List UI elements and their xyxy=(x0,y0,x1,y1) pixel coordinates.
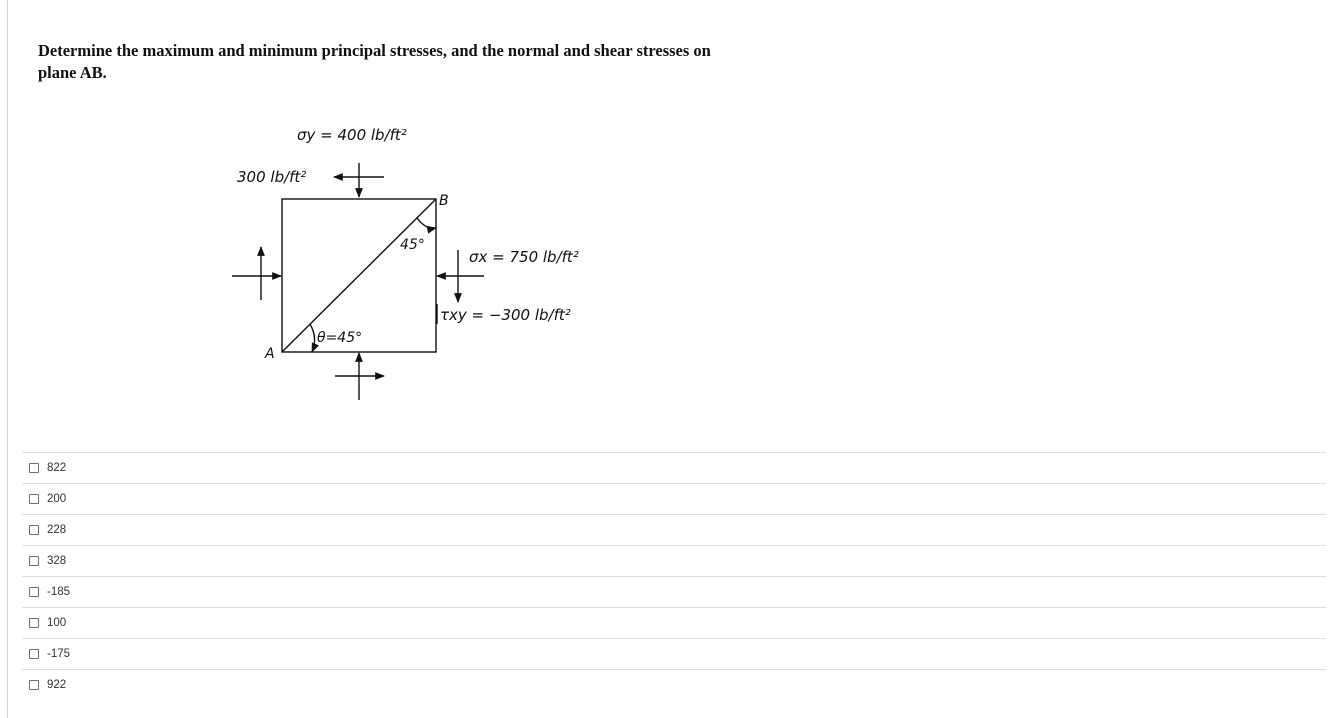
checkbox-icon[interactable] xyxy=(29,587,39,597)
shear-top-label: 300 lb/ft² xyxy=(237,168,307,186)
option-label: -175 xyxy=(47,648,71,660)
checkbox-icon[interactable] xyxy=(29,680,39,690)
checkbox-icon[interactable] xyxy=(29,494,39,504)
checkbox-icon[interactable] xyxy=(29,525,39,535)
theta-label: θ=45° xyxy=(317,330,363,346)
angle-b-arc xyxy=(417,218,436,228)
option-label: -185 xyxy=(47,586,71,598)
option-label: 228 xyxy=(47,524,67,536)
tau-xy-label: τxy = −300 lb/ft² xyxy=(440,306,571,324)
checkbox-icon[interactable] xyxy=(29,618,39,628)
option-label: 200 xyxy=(47,493,67,505)
option-label: 100 xyxy=(47,617,67,629)
checkbox-icon[interactable] xyxy=(29,463,39,473)
question-line-1: Determine the maximum and minimum principal stresses, and the normal and shear stresses on xyxy=(38,41,711,60)
option-6[interactable] xyxy=(22,607,1326,638)
option-7[interactable] xyxy=(22,638,1326,669)
angle-top-label: 45° xyxy=(400,237,425,253)
answer-options xyxy=(22,452,1326,700)
checkbox-icon[interactable] xyxy=(29,556,39,566)
checkbox-icon[interactable] xyxy=(29,649,39,659)
option-label: 328 xyxy=(47,555,67,567)
option-label: 822 xyxy=(47,462,67,474)
option-5[interactable] xyxy=(22,576,1326,607)
option-8[interactable] xyxy=(22,669,1326,700)
point-a-label: A xyxy=(265,346,275,362)
option-label: 922 xyxy=(47,679,67,691)
option-1[interactable] xyxy=(22,452,1326,483)
sigma-y-label: σy = 400 lb/ft² xyxy=(297,126,407,144)
option-4[interactable] xyxy=(22,545,1326,576)
sigma-x-label: σx = 750 lb/ft² xyxy=(469,248,579,266)
question-line-2: plane AB. xyxy=(38,63,107,82)
point-b-label: B xyxy=(439,193,449,209)
option-2[interactable] xyxy=(22,483,1326,514)
theta-arc xyxy=(310,324,315,352)
option-3[interactable] xyxy=(22,514,1326,545)
